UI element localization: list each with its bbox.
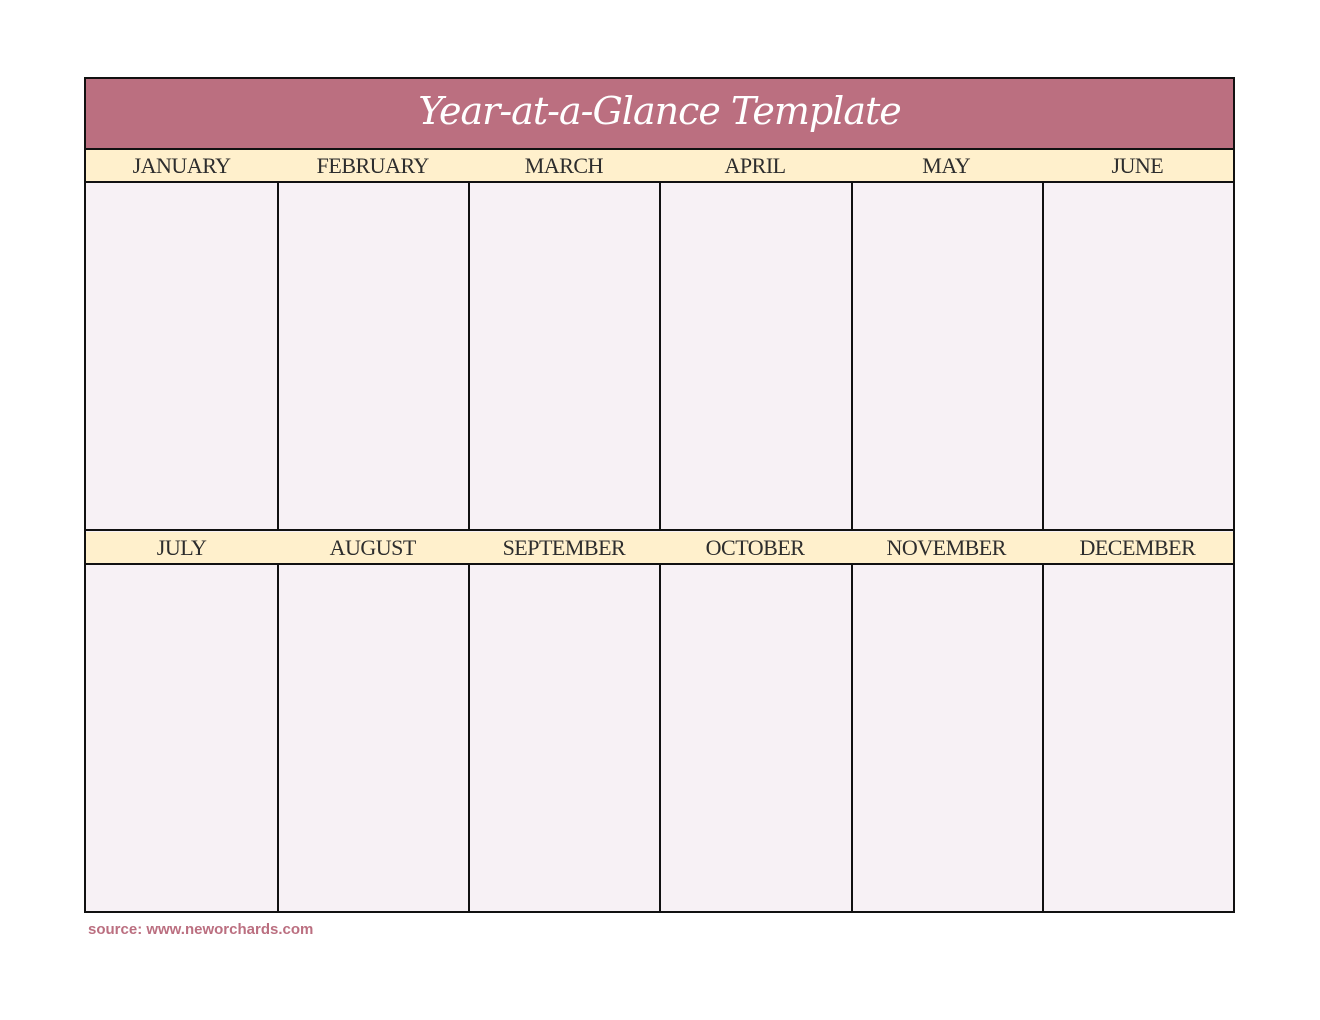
month-notes-area[interactable] xyxy=(86,183,277,531)
title-bar xyxy=(86,79,1233,150)
month-notes-area[interactable] xyxy=(659,565,850,911)
month-header: AUGUST xyxy=(277,532,468,565)
month-may xyxy=(851,150,1042,531)
month-header: JUNE xyxy=(1042,150,1233,183)
month-december xyxy=(1042,532,1233,911)
month-january xyxy=(86,150,277,531)
month-header: JANUARY xyxy=(86,150,277,183)
month-notes-area[interactable] xyxy=(659,183,850,531)
source-credit: source: www.neworchards.com xyxy=(88,921,314,938)
month-notes-area[interactable] xyxy=(1042,183,1233,531)
month-notes-area[interactable] xyxy=(851,183,1042,531)
month-header: APRIL xyxy=(659,150,850,183)
month-march xyxy=(468,150,659,531)
month-notes-area[interactable] xyxy=(468,565,659,911)
month-october xyxy=(659,532,850,911)
month-february xyxy=(277,150,468,531)
month-april xyxy=(659,150,850,531)
month-june xyxy=(1042,150,1233,531)
month-header: FEBRUARY xyxy=(277,150,468,183)
month-notes-area[interactable] xyxy=(1042,565,1233,911)
month-august xyxy=(277,532,468,911)
month-row-bottom xyxy=(86,532,1233,911)
year-calendar xyxy=(84,77,1235,913)
month-notes-area[interactable] xyxy=(277,565,468,911)
month-row-top xyxy=(86,150,1233,531)
month-notes-area[interactable] xyxy=(851,565,1042,911)
month-header: MAY xyxy=(851,150,1042,183)
month-header: OCTOBER xyxy=(659,532,850,565)
month-notes-area[interactable] xyxy=(468,183,659,531)
month-header: MARCH xyxy=(468,150,659,183)
month-notes-area[interactable] xyxy=(277,183,468,531)
page-title: Year-at-a-Glance Template xyxy=(418,88,901,133)
month-header: JULY xyxy=(86,532,277,565)
month-header: NOVEMBER xyxy=(851,532,1042,565)
month-header: DECEMBER xyxy=(1042,532,1233,565)
month-july xyxy=(86,532,277,911)
month-november xyxy=(851,532,1042,911)
month-header: SEPTEMBER xyxy=(468,532,659,565)
month-september xyxy=(468,532,659,911)
month-notes-area[interactable] xyxy=(86,565,277,911)
